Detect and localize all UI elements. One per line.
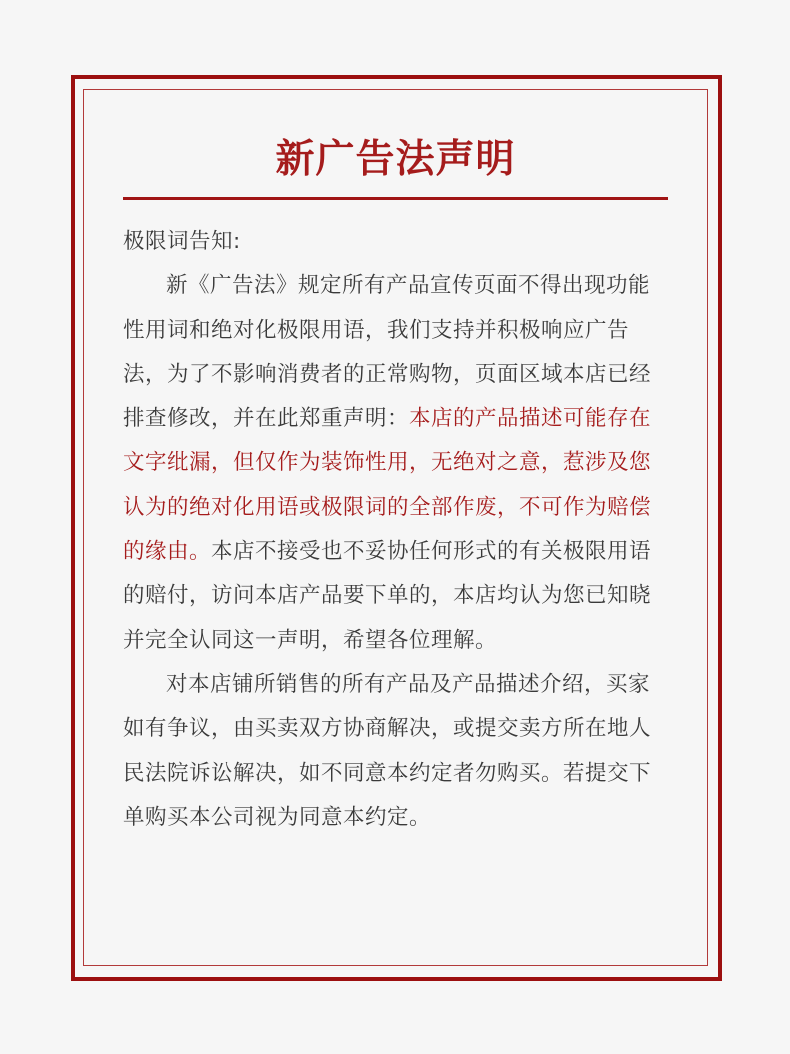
page-title: 新广告法声明 — [275, 137, 516, 182]
section-heading: 极限词告知: — [123, 229, 241, 254]
declaration-body — [123, 220, 671, 840]
title-underline-divider — [123, 197, 668, 200]
notice-text: 新《广告法》规定所有产品宣传页面不得出现功能性用词和绝对化极限用语，我们支持并积极响应广告法，为了不影响消费者的正常购物，页面区域本店已经排查修改，并在此郑重声明： — [123, 273, 652, 432]
highlighted-disclaimer: 本店的产品描述可能存在文字纰漏，但仅作为装饰性用，无绝对之意，惹涉及您认为的绝对化用语或极限词的全部作废，不可作为赔偿的缘由。 — [123, 406, 652, 565]
notice-text-continued: 本店不接受也不妥协任何形式的有关极限用语的赔付，访问本店产品要下单的，本店均认为您已知晓并完全认同这一声明，希望各位理解。 — [123, 539, 652, 653]
paragraph-extreme-words-notice — [123, 264, 671, 663]
paragraph-dispute-resolution: 对本店铺所销售的所有产品及产品描述介绍，买家如有争议，由买卖双方协商解决，或提交卖方所在地人民法院诉讼解决，如不同意本约定者勿购买。若提交下单购买本公司视为同意本约定。 — [123, 671, 652, 830]
